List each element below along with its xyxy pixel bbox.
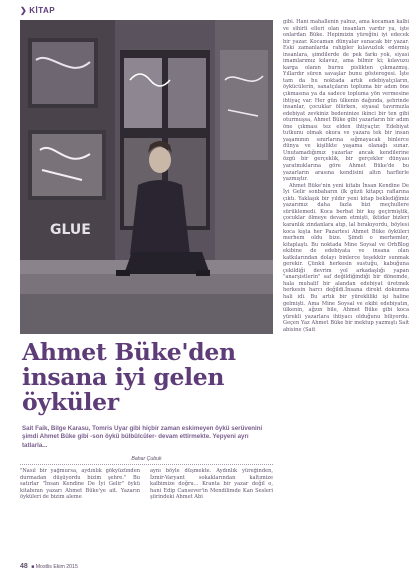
article-headline [22, 340, 272, 415]
divider [20, 464, 273, 465]
paragraph: Ahmet Büke'nin yeni kitabı İnsan Kendine De İyi Gelir sonbaharın ilk güzü kitapçı raflarına çıktı. Yaklaşık bir yıldır yeni kitap beklediğimiz yazarımız daha fazla bizi meçhullere sürüklemedi. Koca berbat bir kış geçirmiştik, çocuklar ölmeye devam etmişti, iktidar bizleri karanlık zindanlara atıp, lal bırakıyordu, böylesi koca kışta her Pazartesi Ahmet Büke öyküleri merhem oldu bize. Şimdi o merhemler, kitaplaştı. Bu noktada Mine Soysal ve OrbBlog ekibine de edebiyata ve insana olan katkılarından dolayı binlerce teşekkür sunmak gerekir. Çünkü herkesin sustuğu, kabuğuna çekildiği devrim yol arkadaşlığı yapan "anarşistlerin" saf değildiğindiği bir dönemde, hala muhalif bir alandan edebiyat üretmek herkesin harcı değildi.İnsana direkt dokunma hali idi. Bu artık bir yürekliliki işi haline gelmişti. Ama Mine Soysal ve ekibi edebiyatın, ülkenin, ağzın bile, Ahmet Büke gibi koca yürekli yazarlara ihtiyacı olduğunu biliyordu. Geçen Yaz Ahmet Büke bir mektup yazmıştı Sait abisine (Sait [283, 182, 409, 333]
headline-line: insana iyi gelen [22, 363, 225, 391]
section-label: KİTAP [29, 6, 56, 15]
article-intro: Sait Faik, Bilge Karasu, Tomris Uyar gibi hiçbir zaman eskimeyen öykü serüvenini şimdi Ahmet Büke gibi -son öykü bülbülcüler- devam ettirmekte. Yepyeni ayrı tatlarla... [22, 425, 263, 449]
body-column-left: "Nasıl bir yağmursa, aydınlık gökyüzünden durmadan düşüyordu bizim şehre." Bu satırlar "İnsan Kendine De İyi Gelir" öykü kitabının yazarı Ahmet Büke'ye ait. Yazarın öyküleri de bizim aleme [20, 468, 140, 501]
headline-line: Ahmet Büke'den [22, 338, 236, 366]
headline-line: öyküler [22, 388, 119, 416]
paragraph: gibi. Hani mahallenin yalnız, ama kocaman kalbi ve sihirli elleri olan insanları vardır ya, işte onlardan Büke. Hepimizin yüreğini iyi edecek bir yazar. Kocaman dünyalar sunacak bir yazar. Eski zamanlarda rahipler kılavuzluk edermiş insanlara, şimdilerde de pek farkı yok, siyasi imamlarımız kılavuz, ama bilmir ki; kılavuzu karga olanın burnu pislikten çıkmazmış. Yıllardır süren savaşlar bunu gösteregesi. İşte tam da bu noktada artık edebiyatçıların, öykücülerin, sanatçıların topluma bir adım öne çıkmasına ya da sadece topluma yön vermesine ihtiyaç var. Her gün ülkenin dağında, şehrinde insanlar, çocuklar ölürken, siyasal tavırmızla edebiyat zevkiniz bedeninize ikinci bir ten gibi oturmuşsa, Ahmet Büke gibi yazarların bir adım öne çıkması tez elden ihtiyaçtır. Edebiyat tutkunu olmak okura ve yazara tek bir insan yaşamının sınırlarına sığmayacak binlerce dünya ve kişilikte yaşama olanağı sunar. Unutamadığımız yazarlar ancak kendilerine özgü bir gerçeklik, bir gerçekler dünyası yaratmıklarına göre Ahmet Büke'de bu yazarların arasına kendisini altın harflerle yazmıştır. [283, 19, 409, 183]
bullet-icon: ■ [31, 564, 35, 570]
magazine-issue: Mostlis Ekim 2015 [35, 564, 78, 570]
graffiti-text: GLUE [50, 222, 91, 238]
chevron-right-icon: ❯ [20, 6, 28, 15]
page-number: 48 [20, 563, 28, 570]
right-text-column [283, 19, 409, 449]
author-photo [20, 20, 273, 334]
page-footer [20, 563, 78, 570]
section-header [20, 6, 55, 15]
body-column-middle: aynı böyle düşmekte. Aydınlık yüreğinden, İzmir-Varyant sokaklarından kaltımize kalbimize doğru... Kranta bir yazar değil o, hani Edip Cansever'in Mendilimde Kan Sesleri şiirindeki Ahmet Abi [150, 468, 273, 501]
photo-illustration [20, 20, 273, 334]
author-byline: Bahar Çubuk [131, 456, 162, 462]
